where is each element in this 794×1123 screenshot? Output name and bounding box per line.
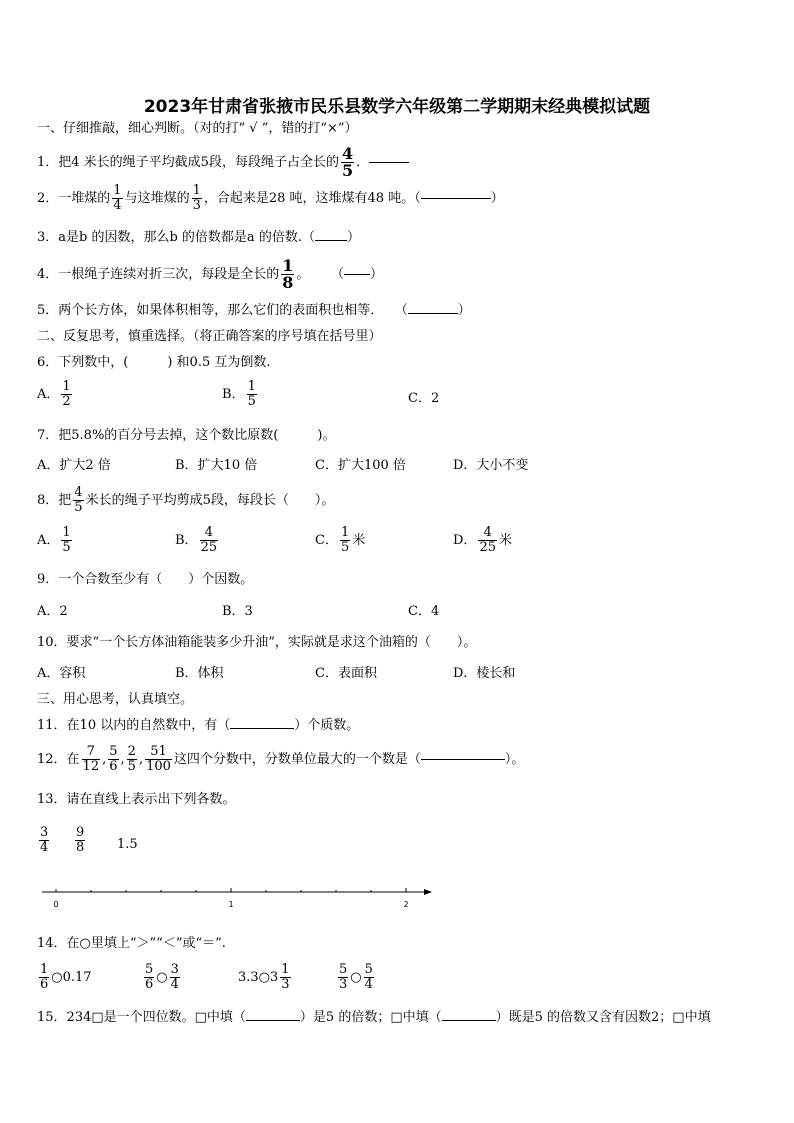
fraction: $\frac{5}{6}$	[145, 962, 154, 992]
fraction: $\frac{1}{3}$	[192, 183, 201, 213]
option-10b[interactable]: B．体积	[175, 666, 224, 681]
fraction: $\frac{1}{8}$	[282, 256, 294, 292]
option-10c[interactable]: C．表面积	[315, 666, 377, 681]
option-6b[interactable]: B． $\frac{1}{5}$	[222, 379, 256, 409]
tick-label-0: 0	[53, 900, 59, 909]
answer-blank[interactable]	[421, 759, 505, 760]
fraction: $\frac{7}{12}$	[82, 744, 100, 774]
section-heading-2: 二、反复思考，慎重选择。（将正确答案的序号填在括号里）	[37, 329, 382, 344]
fraction: $\frac{9}{8}$	[76, 825, 85, 855]
compare-item-4[interactable]: $\frac{5}{3}$ ○ $\frac{5}{4}$	[339, 962, 373, 992]
option-8c[interactable]: C． $\frac{1}{5}$ 米	[315, 525, 366, 555]
tick-label-1: 1	[228, 900, 234, 909]
compare-item-2[interactable]: $\frac{5}{6}$ ○ $\frac{3}{4}$	[145, 962, 179, 992]
option-6a[interactable]: A． $\frac{1}{2}$	[37, 379, 71, 409]
fraction: $\frac{1}{5}$	[62, 525, 71, 555]
fraction: $\frac{4}{25}$	[200, 525, 218, 555]
answer-blank[interactable]	[408, 313, 458, 314]
compare-item-3[interactable]: 3.3○3 $\frac{1}{3}$	[238, 962, 290, 992]
page-title: 2023年甘肃省张掖市民乐县数学六年级第二学期期末经典模拟试题	[143, 97, 651, 117]
option-9c[interactable]: C．4	[408, 604, 440, 619]
option-9a[interactable]: A．2	[37, 604, 68, 619]
fraction: $\frac{1}{6}$	[40, 962, 49, 992]
option-8b[interactable]: B． $\frac{4}{25}$	[175, 525, 218, 555]
arrow-icon	[424, 889, 432, 895]
option-10a[interactable]: A．容积	[37, 666, 86, 681]
question-11: 11．在10 以内的自然数中，有（ ）个质数。	[37, 718, 360, 733]
fraction: $\frac{4}{5}$	[74, 485, 83, 515]
fraction: $\frac{2}{5}$	[127, 744, 136, 774]
number-1-5: 1.5	[117, 837, 138, 852]
answer-blank[interactable]	[369, 162, 409, 163]
question-9: 9．一个合数至少有（ ）个因数。	[37, 572, 254, 587]
number-3-4	[37, 826, 51, 855]
option-9b[interactable]: B．3	[222, 604, 253, 619]
question-12: 12．在 $\frac{7}{12}$ , $\frac{5}{6}$ , $\frac{2}{5}$ , $\frac{51}{100}$ 这四个分数中，分数单位最大的一个数是（ ）。	[37, 744, 525, 774]
option-7d[interactable]: D．大小不变	[453, 458, 529, 473]
fraction: $\frac{4}{5}$	[341, 144, 354, 180]
answer-blank[interactable]	[230, 728, 294, 729]
tick-label-2: 2	[403, 900, 409, 909]
number-9-8	[73, 826, 87, 855]
option-8d[interactable]: D． $\frac{4}{25}$ 米	[453, 525, 512, 555]
fraction: $\frac{1}{5}$	[247, 379, 256, 409]
fraction: $\frac{1}{4}$	[113, 183, 122, 213]
option-8a[interactable]: A． $\frac{1}{5}$	[37, 525, 71, 555]
option-6c[interactable]: C．2	[408, 391, 440, 406]
fraction: $\frac{3}{4}$	[170, 962, 179, 992]
question-3: 3．a是b 的因数，那么b 的倍数都是a 的倍数.（ ）	[37, 230, 360, 245]
question-7: 7．把5.8%的百分号去掉，这个数比原数( )。	[37, 428, 336, 443]
number-line[interactable]	[36, 880, 436, 910]
answer-blank[interactable]	[246, 1020, 300, 1021]
question-15: 15．234□是一个四位数。□中填（ ）是5 的倍数；□中填（ ）既是5 的倍数又含有因数2；□中填	[37, 1010, 711, 1025]
question-4: 4．一根绳子连续对折三次，每段是全长的 $\frac{1}{8}$ 。 （ ）	[37, 256, 383, 292]
question-10: 10．要求“一个长方体油箱能装多少升油”，实际就是求这个油箱的（ ）。	[37, 635, 477, 650]
fraction: $\frac{1}{3}$	[281, 962, 290, 992]
fraction: $\frac{4}{25}$	[479, 525, 496, 555]
answer-blank[interactable]	[315, 240, 347, 241]
option-7a[interactable]: A．扩大2 倍	[37, 458, 111, 473]
fraction: $\frac{3}{4}$	[40, 825, 49, 855]
question-2: 2．一堆煤的 $\frac{1}{4}$ 与这堆煤的 $\frac{1}{3}$ ，合起来是28 吨，这堆煤有48 吨。（ ）	[37, 183, 504, 213]
answer-blank[interactable]	[442, 1020, 496, 1021]
fraction: $\frac{51}{100}$	[146, 744, 171, 774]
fraction: $\frac{5}{3}$	[339, 962, 348, 992]
fraction: $\frac{5}{6}$	[109, 744, 118, 774]
fraction: $\frac{1}{2}$	[62, 379, 71, 409]
fraction: $\frac{1}{5}$	[340, 525, 350, 555]
section-heading-3: 三、用心思考，认真填空。	[37, 692, 194, 707]
option-7b[interactable]: B．扩大10 倍	[175, 458, 258, 473]
question-1: 1．把4 米长的绳子平均截成5段，每段绳子占全长的 $\frac{4}{5}$ ．	[37, 146, 409, 179]
question-14: 14．在○里填上“＞”“＜”或“＝”.	[37, 936, 226, 951]
compare-item-1[interactable]: $\frac{1}{6}$ ○0.17	[40, 962, 92, 992]
option-7c[interactable]: C．扩大100 倍	[315, 458, 406, 473]
answer-blank[interactable]	[421, 198, 491, 199]
question-5: 5．两个长方体，如果体积相等，那么它们的表面积也相等． （ ）	[37, 303, 471, 318]
question-6: 6．下列数中，( ) 和0.5 互为倒数.	[37, 355, 271, 370]
fraction: $\frac{5}{4}$	[364, 962, 373, 992]
question-8: 8．把 $\frac{4}{5}$ 米长的绳子平均剪成5段，每段长（ ）。	[37, 485, 335, 515]
option-10d[interactable]: D．棱长和	[453, 666, 516, 681]
question-13: 13．请在直线上表示出下列各数。	[37, 792, 236, 807]
section-heading-1: 一、仔细推敲，细心判断。（对的打“ √ ”，错的打“×”）	[37, 121, 358, 136]
answer-blank[interactable]	[344, 274, 370, 275]
